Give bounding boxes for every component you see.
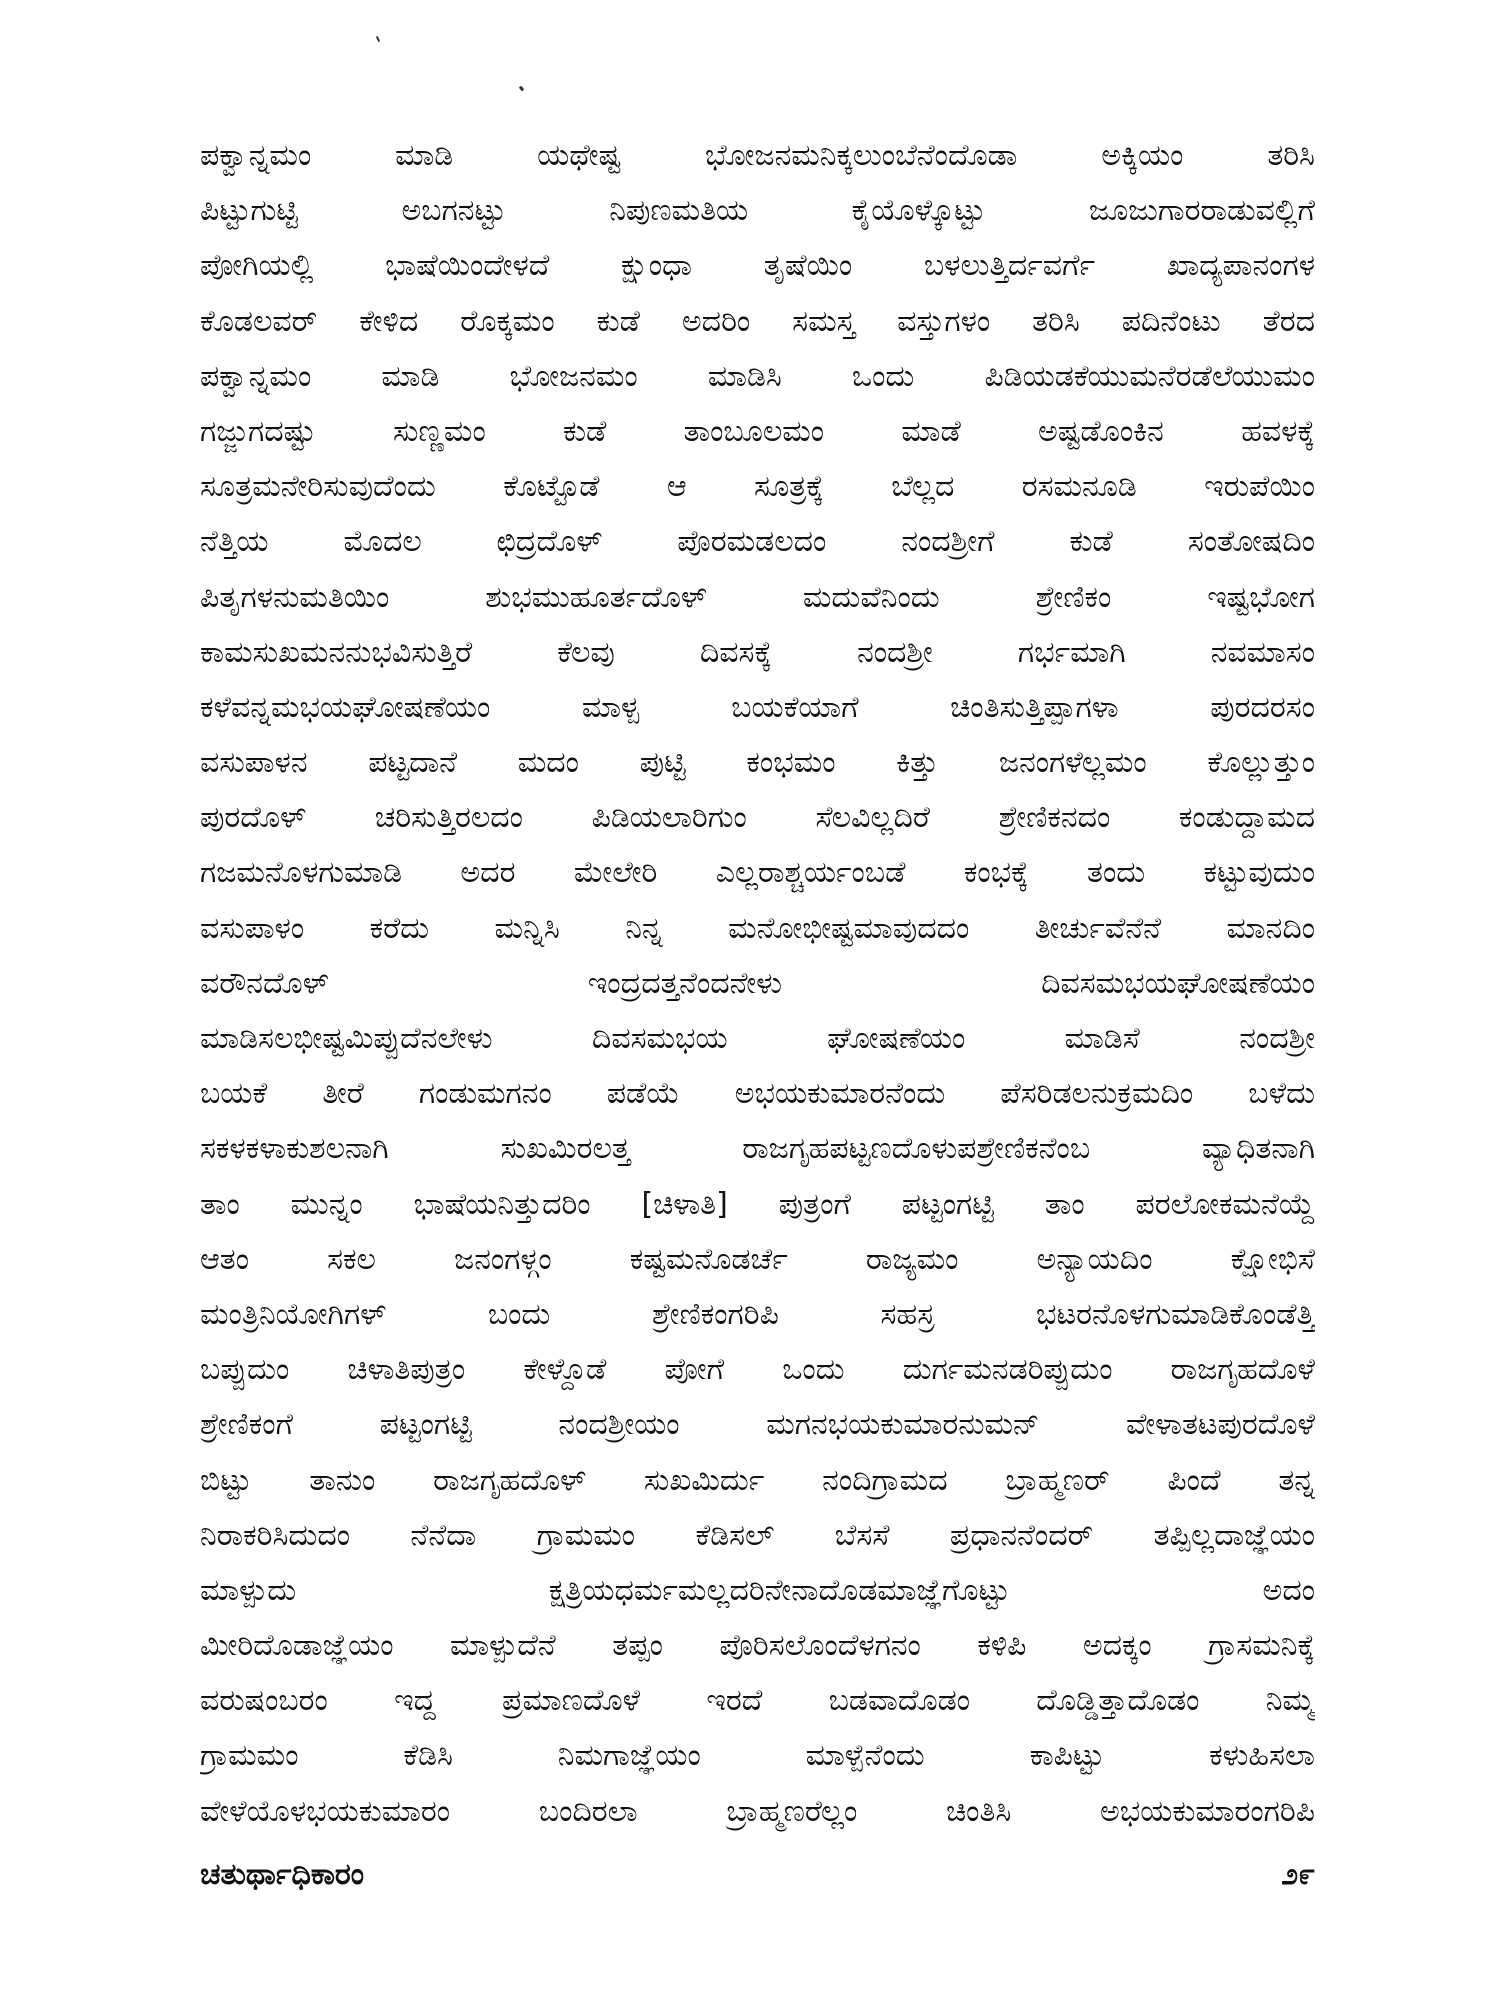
text-line: ಆತಂ ಸಕಲ ಜನಂಗಳ್ಗಂ ಕಷ್ಟಮನೊಡರ್ಚೆ ರಾಜ್ಯಮಂ ಅನ್ಯಾಯದಿಂ ಕ್ಷೋಭಿಸೆ <box>200 1241 1315 1277</box>
text-line: ಪಿತೃಗಳನುಮತಿಯಿಂ ಶುಭಮುಹೂರ್ತದೊಳ್ ಮದುವೆನಿಂದು ಶ್ರೇಣಿಕಂ ಇಷ್ಟಭೋಗ <box>200 579 1315 615</box>
text-line: ಪಕ್ವಾನ್ನಮಂ ಮಾಡಿ ಭೋಜನಮಂ ಮಾಡಿಸಿ ಒಂದು ಪಿಡಿಯಡಕೆಯುಮನೆರಡೆಲೆಯುಮಂ <box>200 358 1315 394</box>
text-line: ಮಾಳ್ಪುದು ಕ್ಷತ್ರಿಯಧರ್ಮಮಲ್ಲದರಿನೇನಾದೊಡಮಾಜ್ಞೆಗೊಟ್ಟು ಅದಂ <box>200 1572 1315 1608</box>
page-number: ೨೯ <box>1281 1857 1315 1892</box>
text-line: ಪಿಟ್ಟುಗುಟ್ಟಿ ಅಬಗನಟ್ಟು ನಿಪುಣಮತಿಯ ಕೈಯೊಳ್ಕೊಟ್ಟು ಜೂಜುಗಾರರಾಡುವಲ್ಲಿಗೆ <box>200 193 1315 229</box>
text-line: ಪೋಗಿಯಲ್ಲಿ ಭಾಷೆಯಿಂದೇಳದೆ ಕ್ಷುಂಧಾ ತೃಷೆಯಿಂ ಬಳಲುತ್ತಿರ್ದವರ್ಗೆ ಖಾದ್ಯಪಾನಂಗಳ <box>200 248 1315 284</box>
body-text <box>200 128 1315 1839</box>
scan-speck <box>376 36 380 42</box>
text-line: ಮಾಡಿಸಲಭೀಷ್ಟಮಿಪ್ಪುದೆನಲೇಳು ದಿವಸಮಭಯ ಘೋಷಣೆಯಂ ಮಾಡಿಸೆ ನಂದಶ್ರೀ <box>200 1021 1315 1056</box>
text-line: ಸಕಳಕಳಾಕುಶಲನಾಗಿ ಸುಖಮಿರಲತ್ತ ರಾಜಗೃಹಪಟ್ಟಣದೊಳುಪಶ್ರೇಣಿಕನೆಂಬ ವ್ಯಾಧಿತನಾಗಿ <box>200 1131 1315 1167</box>
text-line: ತಾಂ ಮುನ್ನಂ ಭಾಷೆಯನಿತ್ತುದರಿಂ [ಚಿಳಾತಿ] ಪುತ್ರಂಗೆ ಪಟ್ಟಂಗಟ್ಟಿ ತಾಂ ಪರಲೋಕಮನೆಯ್ದೆ <box>200 1186 1315 1222</box>
text-line: ಕಳೆವನ್ನಮಭಯಘೋಷಣೆಯಂ ಮಾಳ್ಪ ಬಯಕೆಯಾಗೆ ಚಿಂತಿಸುತ್ತಿಪ್ಪಾಗಳಾ ಪುರದರಸಂ <box>200 689 1315 725</box>
text-line: ಬಿಟ್ಟು ತಾನುಂ ರಾಜಗೃಹದೊಳ್ ಸುಖಮಿರ್ದು ನಂದಿಗ್ರಾಮದ ಬ್ರಾಹ್ಮಣರ್ ಪಿಂದೆ ತನ್ನ <box>200 1462 1315 1498</box>
text-line: ಕೊಡಲವರ್ ಕೇಳಿದ ರೊಕ್ಕಮಂ ಕುಡೆ ಅದರಿಂ ಸಮಸ್ತ ವಸ್ತುಗಳಂ ತರಿಸಿ ಪದಿನೆಂಟು ತೆರದ <box>200 303 1315 339</box>
text-line: ವಸುಪಾಳಂ ಕರೆದು ಮನ್ನಿಸಿ ನಿನ್ನ ಮನೋಭೀಷ್ಟಮಾವುದದಂ ತೀರ್ಚುವೆನೆನೆ ಮಾನದಿಂ <box>200 910 1315 946</box>
text-line: ವರುಷಂಬರಂ ಇದ್ದ ಪ್ರಮಾಣದೊಳೆ ಇರದೆ ಬಡವಾದೊಡಂ ದೊಡ್ಡಿತ್ತಾದೊಡಂ ನಿಮ್ಮ <box>200 1683 1315 1719</box>
text-line: ಮಂತ್ರಿನಿಯೋಗಿಗಳ್ ಬಂದು ಶ್ರೇಣಿಕಂಗರಿಪಿ ಸಹಸ್ರ ಭಟರನೊಳಗುಮಾಡಿಕೊಂಡೆತ್ತಿ <box>200 1296 1315 1332</box>
page-footer <box>200 1850 1315 1900</box>
text-line: ನೆತ್ತಿಯ ಮೊದಲ ಛಿದ್ರದೊಳ್ ಪೊರಮಡಲದಂ ನಂದಶ್ರೀಗೆ ಕುಡೆ ಸಂತೋಷದಿಂ <box>200 524 1315 560</box>
text-line: ನಿರಾಕರಿಸಿದುದಂ ನೆನೆದಾ ಗ್ರಾಮಮಂ ಕೆಡಿಸಲ್ ಬೆಸಸೆ ಪ್ರಧಾನನೆಂದರ್ ತಪ್ಪಿಲ್ಲದಾಜ್ಞೆಯಂ <box>200 1517 1315 1553</box>
text-line: ಗಜ್ಜುಗದಷ್ಟು ಸುಣ್ಣಮಂ ಕುಡೆ ತಾಂಬೂಲಮಂ ಮಾಡೆ ಅಷ್ಟಡೊಂಕಿನ ಹವಳಕ್ಕೆ <box>200 413 1315 449</box>
scan-speck <box>519 86 525 92</box>
text-line: ವಸುಪಾಳನ ಪಟ್ಟದಾನೆ ಮದಂ ಪುಟ್ಟಿ ಕಂಭಮಂ ಕಿತ್ತು ಜನಂಗಳೆಲ್ಲಮಂ ಕೊಲ್ಲುತ್ತುಂ <box>200 745 1315 781</box>
text-line: ಬಪ್ಪುದುಂ ಚಿಳಾತಿಪುತ್ರಂ ಕೇಳ್ದೊಡೆ ಪೋಗೆ ಒಂದು ದುರ್ಗಮನಡರಿಪ್ಪುದುಂ ರಾಜಗೃಹದೊಳೆ <box>200 1352 1315 1388</box>
text-line: ವರೌನದೊಳ್ ಇಂದ್ರದತ್ತನೆಂದನೇಳು ದಿವಸಮಭಯಘೋಷಣೆಯಂ <box>200 965 1315 1001</box>
text-line: ಕಾಮಸುಖಮನನುಭವಿಸುತ್ತಿರೆ ಕೆಲವು ದಿವಸಕ್ಕೆ ನಂದಶ್ರೀ ಗರ್ಭಮಾಗಿ ನವಮಾಸಂ <box>200 634 1315 670</box>
text-line: ಮೀರಿದೊಡಾಜ್ಞೆಯಂ ಮಾಳ್ಪುದೆನೆ ತಪ್ಪಂ ಪೊರಿಸಲೊಂದೆಳಗನಂ ಕಳಿಪಿ ಅದಕ್ಕಂ ಗ್ರಾಸಮನಿಕ್ಕೆ <box>200 1628 1315 1664</box>
text-line: ಗಜಮನೊಳಗುಮಾಡಿ ಅದರ ಮೇಲೇರಿ ಎಲ್ಲರಾಶ್ಚರ್ಯಂಬಡೆ ಕಂಭಕ್ಕೆ ತಂದು ಕಟ್ಟುವುದುಂ <box>200 855 1315 891</box>
text-line: ಬಯಕೆ ತೀರೆ ಗಂಡುಮಗನಂ ಪಡೆಯೆ ಅಭಯಕುಮಾರನೆಂದು ಪೆಸರಿಡಲನುಕ್ರಮದಿಂ ಬಳೆದು <box>200 1076 1315 1112</box>
text-line: ಗ್ರಾಮಮಂ ಕೆಡಿಸಿ ನಿಮಗಾಜ್ಞೆಯಂ ಮಾಳ್ಪೆನೆಂದು ಕಾಪಿಟ್ಟು ಕಳುಹಿಸಲಾ <box>200 1738 1315 1774</box>
text-line: ವೇಳೆಯೊಳಭಯಕುಮಾರಂ ಬಂದಿರಲಾ ಬ್ರಾಹ್ಮಣರೆಲ್ಲಂ ಚಿಂತಿಸಿ ಅಭಯಕುಮಾರಂಗರಿಪಿ <box>200 1793 1315 1829</box>
chapter-title: ಚತುರ್ಥಾಧಿಕಾರಂ <box>200 1857 365 1892</box>
text-line: ಪಕ್ವಾನ್ನಮಂ ಮಾಡಿ ಯಥೇಷ್ಟ ಭೋಜನಮನಿಕ್ಕಲುಂಬೆನೆಂದೊಡಾ ಅಕ್ಕಿಯಂ ತರಿಸಿ <box>200 138 1315 173</box>
text-line: ಸೂತ್ರಮನೇರಿಸುವುದೆಂದು ಕೊಟ್ಟೊಡೆ ಆ ಸೂತ್ರಕ್ಕೆ ಬೆಲ್ಲದ ರಸಮನೂಡಿ ಇರುಪೆಯಿಂ <box>200 469 1315 505</box>
text-line: ಶ್ರೇಣಿಕಂಗೆ ಪಟ್ಟಂಗಟ್ಟಿ ನಂದಶ್ರೀಯಂ ಮಗನಭಯಕುಮಾರನುಮನ್ ವೇಳಾತಟಪುರದೊಳೆ <box>200 1407 1315 1443</box>
text-line: ಪುರದೊಳ್ ಚರಿಸುತ್ತಿರಲದಂ ಪಿಡಿಯಲಾರಿಗುಂ ಸೆಲವಿಲ್ಲದಿರೆ ಶ್ರೇಣಿಕನದಂ ಕಂಡುದ್ದಾಮದ <box>200 800 1315 836</box>
